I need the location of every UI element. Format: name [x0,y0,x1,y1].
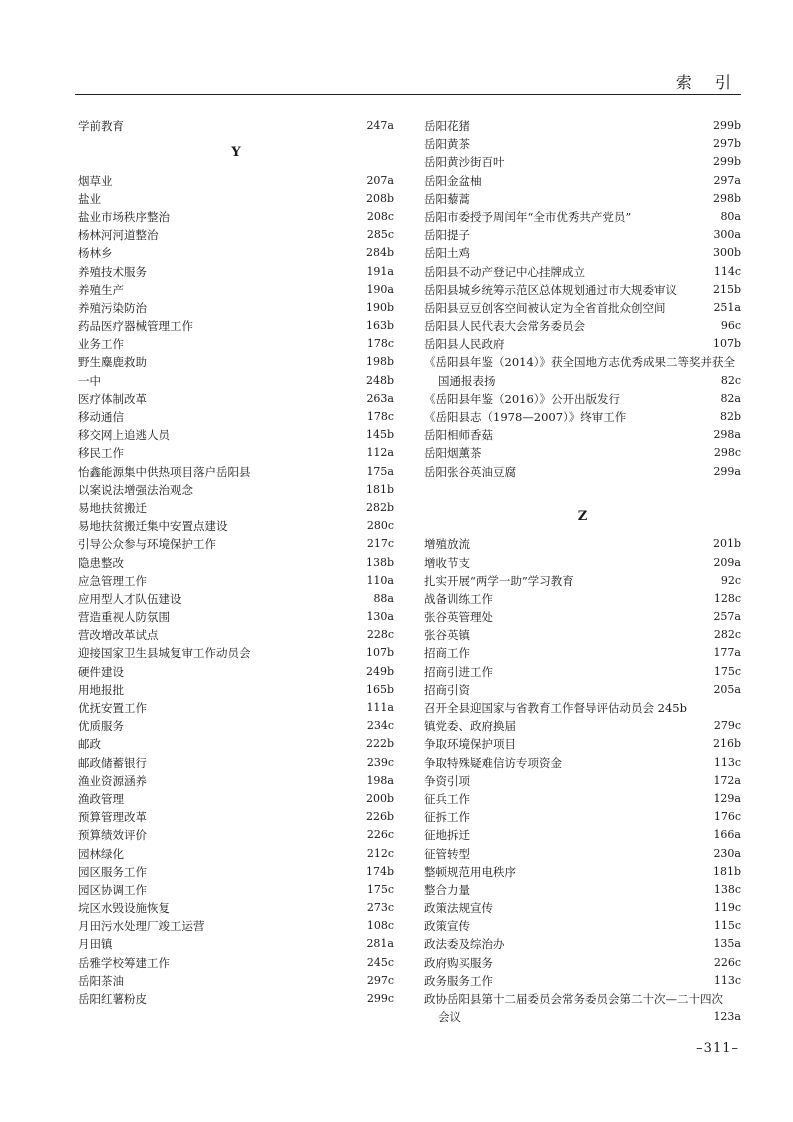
section-letter-z: Z [577,508,588,524]
entry-page: 251a [713,300,741,314]
index-entry [78,172,394,190]
entry-page: 138b [365,555,394,569]
entry-term: 预算绩效评价 [78,828,147,843]
entry-term: 张谷英镇 [424,628,470,643]
entry-page: 113c [713,973,741,987]
entry-page: 190b [365,300,394,314]
index-entry [424,772,741,790]
entry-page: 215b [712,282,741,296]
index-entry [78,463,394,481]
index-entry [78,699,394,717]
entry-term: 烟草业 [78,173,113,188]
entry-page: 174b [365,864,394,878]
spacer [424,481,741,499]
index-entry [78,535,394,553]
entry-term: 战备训练工作 [424,591,493,606]
index-entry [424,426,741,444]
entry-page: 138c [713,882,741,896]
entry-term: 营改增改革试点 [78,628,159,643]
entry-term: 岳阳金盆柚 [424,173,482,188]
entry-term: 月田污水处理厂竣工运营 [78,919,205,934]
entry-page: 177a [713,646,741,660]
entry-page: 298c [713,446,741,460]
index-entry [78,390,394,408]
entry-term: 招商工作 [424,646,470,661]
index-entry [78,517,394,535]
index-entry [424,681,741,699]
index-entry [78,299,394,317]
entry-page: 190a [366,282,394,296]
entry-term: 业务工作 [78,337,124,352]
entry-term: 岳阳提子 [424,228,470,243]
index-entry [424,226,741,244]
entry-term: 岳阳茶油 [78,973,124,988]
index-entry [424,335,741,353]
entry-term: 岳雅学校筹建工作 [78,955,170,970]
entry-page: 226c [713,955,741,969]
entry-page: 165b [365,682,394,696]
entry-page: 175c [713,664,741,678]
index-entry [78,117,394,135]
entry-page: 201b [712,537,741,551]
index-entry [78,935,394,953]
index-entry [78,735,394,753]
entry-page: 228c [366,628,394,642]
entry-term: 征管转型 [424,846,470,861]
entry-page: 178c [366,410,394,424]
index-entry [424,299,741,317]
entry-term: 征兵工作 [424,791,470,806]
index-entry [78,845,394,863]
entry-page: 298a [713,428,741,442]
entry-term: 野生麋鹿救助 [78,355,147,370]
index-entry [78,954,394,972]
entry-page: 208b [365,191,394,205]
entry-term: 垸区水毁设施恢复 [78,901,170,916]
index-entry-wrapped [424,353,741,389]
index-entry [78,244,394,262]
header-rule [75,94,741,95]
index-entry [424,190,741,208]
index-entry [78,899,394,917]
index-entry [424,699,741,717]
entry-term: 《岳阳县年鉴（2016）》公开出版发行 [424,391,621,406]
index-entry [424,845,741,863]
entry-term: 优质服务 [78,719,124,734]
index-entry [78,353,394,371]
entry-page: 119c [713,901,741,915]
entry-page: 299c [366,992,394,1006]
index-column-left [78,117,394,1008]
entry-page: 249b [365,664,394,678]
entry-page: 230a [713,846,741,860]
entry-term: 优抚安置工作 [78,701,147,716]
entry-page: 181b [365,482,394,496]
entry-page: 198b [365,355,394,369]
entry-term: 应急管理工作 [78,573,147,588]
entry-page: 181b [712,864,741,878]
entry-term: 园区协调工作 [78,882,147,897]
index-entry [78,663,394,681]
index-entry [78,772,394,790]
index-entry [78,408,394,426]
entry-page: 281a [366,937,394,951]
entry-term: 迎接国家卫生县城复审工作动员会 [78,646,251,661]
index-entry [424,444,741,462]
entry-term: 岳阳相师香菇 [424,428,493,443]
index-entry [78,826,394,844]
entry-page: 222b [365,737,394,751]
entry-page: 128c [713,591,741,605]
entry-term: 岳阳张谷英油豆腐 [424,464,516,479]
index-entry [78,499,394,517]
entry-page: 239c [366,755,394,769]
entry-page: 108c [366,919,394,933]
entry-term-continued: 国通报表扬 [438,373,496,388]
index-entry [424,899,741,917]
entry-page: 257a [713,610,741,624]
entry-page: 299b [712,155,741,169]
index-entry [424,754,741,772]
entry-page: 80a [720,209,741,223]
entry-page: 92c [720,573,741,587]
index-entry [78,426,394,444]
entry-page: 263a [366,391,394,405]
entry-page: 145b [365,428,394,442]
index-entry [424,390,741,408]
index-entry [424,863,741,881]
index-entry [78,990,394,1008]
entry-term: 怡鑫能源集中供热项目落户岳阳县 [78,464,251,479]
entry-term: 岳阳烟薰茶 [424,446,482,461]
entry-term: 张谷英管理处 [424,610,493,625]
entry-term: 园林绿化 [78,846,124,861]
entry-term: 政府购买服务 [424,955,493,970]
entry-term: 岳阳县豆豆创客空间被认定为全省首批众创空间 [424,300,666,315]
entry-term: 隐患整改 [78,555,124,570]
index-entry [424,408,741,426]
index-entry [78,263,394,281]
index-entry [78,590,394,608]
entry-term: 移交网上追逃人员 [78,428,170,443]
entry-term: 盐业市场秩序整治 [78,209,170,224]
entry-page: 284b [365,246,394,260]
entry-term: 《岳阳县年鉴（2014）》获全国地方志优秀成果二等奖并获全 [424,355,736,370]
entry-page: 175c [366,882,394,896]
entry-page: 297c [366,973,394,987]
entry-term: 邮政 [78,737,101,752]
index-entry [78,372,394,390]
entry-page: 285c [366,228,394,242]
entry-term: 移动通信 [78,410,124,425]
entry-page: 245c [366,955,394,969]
index-entry [424,735,741,753]
entry-page: 300a [713,228,741,242]
index-entry [424,626,741,644]
index-entry [78,444,394,462]
index-entry [424,281,741,299]
index-entry [78,208,394,226]
entry-term: 征拆工作 [424,810,470,825]
index-entry [78,808,394,826]
entry-page: 198a [366,773,394,787]
entry-page: 226b [365,810,394,824]
entry-term: 《岳阳县志（1978—2007）》终审工作 [424,410,627,425]
entry-page: 298b [712,191,741,205]
entry-page: 205a [713,682,741,696]
section-letter-y: Y [231,145,241,161]
entry-page: 299b [712,119,741,132]
entry-page: 88a [373,591,394,605]
index-entry [78,608,394,626]
index-entry [424,590,741,608]
index-entry [424,608,741,626]
entry-page: 216b [712,737,741,751]
index-entry [78,554,394,572]
entry-term: 政策法规宣传 [424,901,493,916]
entry-term: 岳阳花猪 [424,119,470,133]
index-entry [424,808,741,826]
entry-page: 113c [713,755,741,769]
index-entry [424,935,741,953]
entry-term: 邮政储蓄银行 [78,755,147,770]
index-entry [78,681,394,699]
index-entry [424,644,741,662]
index-entry-wrapped [424,990,741,1026]
index-entry [424,972,741,990]
entry-term: 养殖技术服务 [78,264,147,279]
entry-page: 115c [713,919,741,933]
index-entry [424,244,741,262]
index-entry [424,263,741,281]
entry-term: 学前教育 [78,119,124,133]
entry-page: 176c [713,810,741,824]
entry-term: 岳阳县人民政府 [424,337,505,352]
index-entry [78,717,394,735]
entry-term: 政务服务工作 [424,973,493,988]
page-number: –311– [696,1041,739,1056]
entry-term: 镇党委、政府换届 [424,719,516,734]
entry-page: 212c [366,846,394,860]
index-entry [78,754,394,772]
entry-term: 易地扶贫搬迁 [78,500,147,515]
entry-page: 166a [713,828,741,842]
entry-term: 政法委及综治办 [424,937,505,952]
right-top2-entries [424,390,741,481]
index-entry [424,463,741,481]
entry-term: 争取特殊疑难信访专项资金 [424,755,562,770]
index-entry [424,790,741,808]
index-entry [78,190,394,208]
index-entry [424,172,741,190]
entry-page: 114c [713,264,741,278]
index-entry [424,826,741,844]
index-entry [424,917,741,935]
entry-page: 129a [713,791,741,805]
entry-page: 297a [713,173,741,187]
entry-page: 111a [366,701,394,715]
entry-page: 123a [713,1010,741,1024]
index-entry [424,717,741,735]
entry-page: 282b [365,500,394,514]
index-entry [78,335,394,353]
entry-term: 扎实开展“两学一助”学习教育 [424,573,574,588]
index-column-right [424,117,741,1026]
index-entry [424,535,741,553]
entry-page: 300b [712,246,741,260]
entry-term: 整合力量 [424,882,470,897]
entry-term: 招商引资 [424,682,470,697]
entry-term: 医疗体制改革 [78,391,147,406]
index-entry [424,317,741,335]
entry-page: 226c [366,828,394,842]
entry-page: 175a [366,464,394,478]
entry-term: 用地报批 [78,682,124,697]
entry-page: 82c [720,373,741,387]
entry-page: 178c [366,337,394,351]
entry-term: 政协岳阳县第十二届委员会常务委员会第二十次—二十四次 [424,992,723,1007]
entry-term: 移民工作 [78,446,124,461]
entry-term: 岳阳藜蒿 [424,191,470,206]
index-entry [78,972,394,990]
index-entry [78,626,394,644]
entry-term: 杨林乡 [78,246,113,261]
index-entry [424,135,741,153]
left-entries [78,172,394,1009]
entry-page: 247a [366,119,394,132]
entry-page: 207a [366,173,394,187]
index-entry [78,281,394,299]
entry-page: 82a [720,391,741,405]
entry-term: 增收节支 [424,555,470,570]
left-first-entries [78,117,394,135]
entry-page: 112a [366,446,394,460]
index-entry [78,317,394,335]
entry-page: 209a [713,555,741,569]
entry-page: 107b [365,646,394,660]
entry-term: 杨林河河道整治 [78,228,159,243]
entry-term: 岳阳县人民代表大会常务委员会 [424,319,585,334]
right-top-entries [424,117,741,353]
running-header-title: 索 引 [675,73,740,92]
entry-term: 养殖生产 [78,282,124,297]
entry-term-continued: 会议 [438,1010,461,1025]
entry-term: 争资引项 [424,773,470,788]
entry-page: 273c [366,901,394,915]
entry-term: 招商引进工作 [424,664,493,679]
entry-term: 养殖污染防治 [78,300,147,315]
entry-page: 297b [712,137,741,151]
entry-term: 盐业 [78,191,101,206]
entry-term: 一中 [78,373,101,388]
entry-term: 岳阳红薯粉皮 [78,992,147,1007]
entry-term: 渔政管理 [78,791,124,806]
entry-term: 岳阳县不动产登记中心挂牌成立 [424,264,585,279]
entry-page: 299a [713,464,741,478]
entry-term: 岳阳市委授予周闰年“全市优秀共产党员” [424,209,632,224]
entry-term: 月田镇 [78,937,113,952]
entry-page: 282c [713,628,741,642]
index-entry [78,917,394,935]
index-entry [424,117,741,135]
entry-term: 硬件建设 [78,664,124,679]
index-entry [78,644,394,662]
entry-page: 208c [366,209,394,223]
index-entry [78,790,394,808]
entry-page: 130a [366,610,394,624]
index-entry [78,863,394,881]
entry-term: 整顿规范用电秩序 [424,864,516,879]
entry-page: 107b [712,337,741,351]
index-entry [424,153,741,171]
index-entry [424,881,741,899]
entry-page: 234c [366,719,394,733]
entry-term: 岳阳县城乡统筹示范区总体规划通过市大规委审议 [424,282,677,297]
entry-term: 应用型人才队伍建设 [78,591,182,606]
index-entry [424,572,741,590]
index-entry [78,481,394,499]
entry-page: 280c [366,519,394,533]
entry-term: 征地拆迁 [424,828,470,843]
entry-page: 163b [365,319,394,333]
entry-term: 争取环境保护项目 [424,737,516,752]
entry-term: 政策宣传 [424,919,470,934]
entry-term: 召开全县迎国家与省教育工作督导评估动员会 245b [424,701,687,716]
entry-term: 岳阳黄沙街百叶 [424,155,505,170]
entry-term: 园区服务工作 [78,864,147,879]
entry-term: 渔业资源涵养 [78,773,147,788]
entry-term: 营造重视人防氛围 [78,610,170,625]
entry-term: 药品医疗器械管理工作 [78,319,193,334]
entry-page: 217c [366,537,394,551]
entry-continuation [424,1008,741,1026]
entry-page: 110a [366,573,394,587]
entry-term: 增殖放流 [424,537,470,552]
entry-term: 岳阳黄茶 [424,137,470,152]
entry-page: 248b [365,373,394,387]
entry-page: 191a [366,264,394,278]
entry-page: 82b [719,410,741,424]
entry-page: 200b [365,791,394,805]
index-entry [78,572,394,590]
entry-continuation [424,372,741,390]
index-entry [424,954,741,972]
index-entry [424,663,741,681]
right-entries [424,535,741,990]
entry-term: 岳阳土鸡 [424,246,470,261]
entry-page: 135a [713,937,741,951]
index-entry [78,226,394,244]
entry-term: 引导公众参与环境保护工作 [78,537,216,552]
index-entry [424,208,741,226]
index-entry [78,881,394,899]
entry-term: 预算管理改革 [78,810,147,825]
entry-term: 易地扶贫搬迁集中安置点建设 [78,519,228,534]
entry-page: 172a [713,773,741,787]
index-entry [424,554,741,572]
entry-page: 96c [720,319,741,333]
entry-term: 以案说法增强法治观念 [78,482,193,497]
entry-page: 279c [713,719,741,733]
